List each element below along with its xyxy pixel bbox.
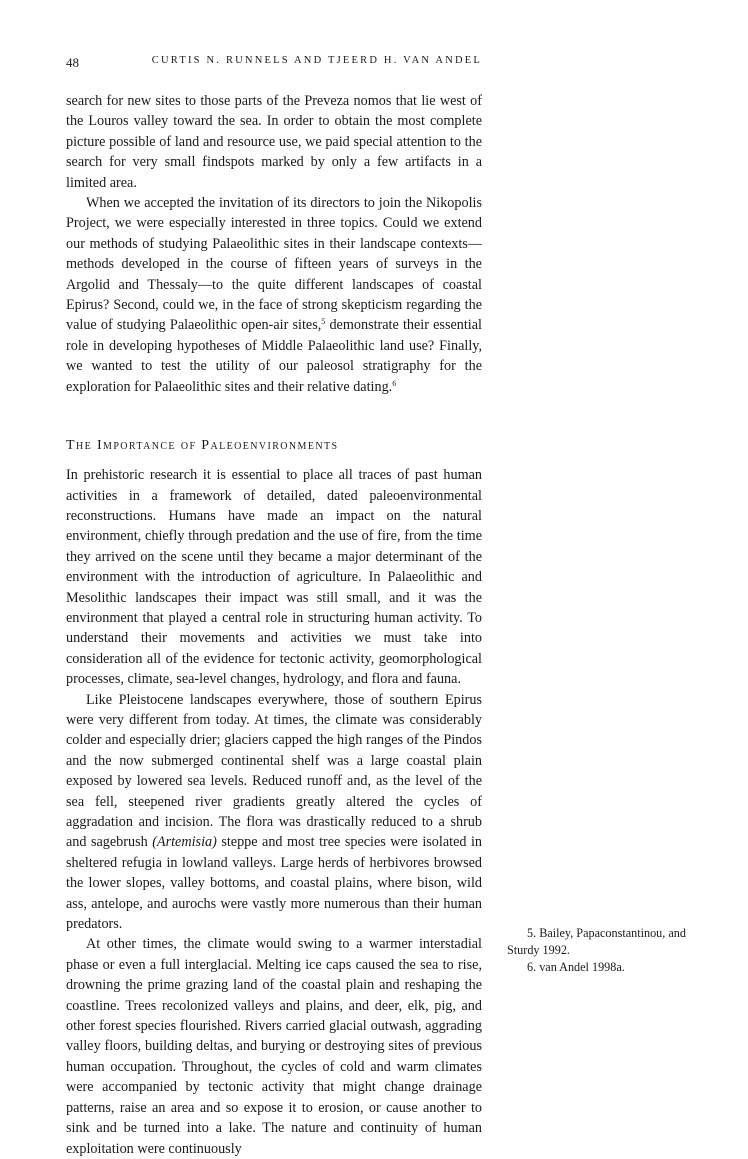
footnote-ref: 5: [321, 317, 326, 327]
section-heading: The Importance of Paleoenvironments: [66, 438, 339, 454]
paragraph-text: steppe and most tree species were isolated in sheltered refugia in lowland valleys. Large herds of herbivores browsed the lower slopes, valley bottoms, and coastal plains, where bison, wild ass, antelope, and aurochs were vastly more numerous than their human predators.: [66, 834, 482, 933]
paragraph: In prehistoric research it is essential to place all traces of past human activities in a framework of detailed, dated paleoenvironmental reconstructions. Humans have made an impact on the natural environment, chiefly through predation and the use of fire, from the time they arrived on the scene until they became a major determinant of the environment with the introduction of agriculture. In Palaeolithic and Mesolithic landscapes their impact was still small, and it was the environment that played a central role in structuring human activity. To understand their movements and activities we must take into consideration all of the evidence for tectonic activity, geomorphological processes, climate, sea-level changes, hydrology, and flora and fauna.: [66, 467, 482, 688]
running-head: CURTIS N. RUNNELS AND TJEERD H. VAN ANDEL: [151, 55, 482, 66]
paragraph-text: When we accepted the invitation of its directors to join the Nikopolis Project, we were especially interested in three topics. Could we extend our methods of studying Palaeolithic sites in their landscape contexts—methods developed in the course of fifteen years of surveys in the Argolid and Thessaly—to the quite different landscapes of coastal Epirus? Second, could we, in the face of strong skepticism regarding the value of studying Palaeolithic open-air sites,: [66, 195, 482, 334]
page-number: 48: [66, 55, 79, 70]
paragraph: [66, 690, 482, 935]
footnote-ref: 6: [392, 378, 397, 388]
paragraph: At other times, the climate would swing to a warmer interstadial phase or even a full interglacial. Melting ice caps caused the sea to rise, drowning the prime grazing land of the coastal plain and reshaping the coastline. Trees recolonized valleys and plains, and deer, elk, pig, and other forest species flourished. Rivers carried glacial outwash, aggrading valley floors, building deltas, and burying or destroying sites of previous human occupation. Throughout, the cycles of cold and warm climates were accompanied by tectonic activity that might change drainage patterns, raise an area and so expose it to erosion, or cause another to sink and be turned into a lake. The nature and continuity of human exploitation were continuously: [66, 936, 482, 1157]
main-text: [66, 91, 482, 1159]
paragraph: search for new sites to those parts of the Preveza nomos that lie west of the Louros valley toward the sea. In order to obtain the most complete picture possible of land and resource use, we paid special attention to the search for very small findspots marked by only a few artifacts in a limited area.: [66, 93, 482, 191]
footnote: 6. van Andel 1998a.: [527, 960, 625, 974]
footnote: 5. Bailey, Papaconstantinou, and Sturdy 1992.: [507, 926, 686, 957]
page-header: [66, 55, 482, 73]
italic-term: (Artemisia): [152, 834, 217, 851]
paragraph-text: Like Pleistocene landscapes everywhere, those of southern Epirus were very different from today. At times, the climate was considerably colder and especially drier; glaciers capped the high ranges of the Pindos and the now submerged continental shelf was a large coastal plain exposed by lowered sea levels. Reduced runoff and, as the level of the sea fell, steepened river gradients greatly altered the cycles of aggradation and incision. The flora was drastically reduced to a shrub and sagebrush: [66, 691, 482, 851]
paragraph-text: demonstrate their essential role in developing hypotheses of Middle Palaeolithic land use? Finally, we wanted to test the utility of our paleosol stratigraphy for the exploration for Palaeolithic sites and their relative dating.: [66, 317, 482, 395]
paragraph: [66, 193, 482, 397]
footnotes: [507, 925, 697, 976]
